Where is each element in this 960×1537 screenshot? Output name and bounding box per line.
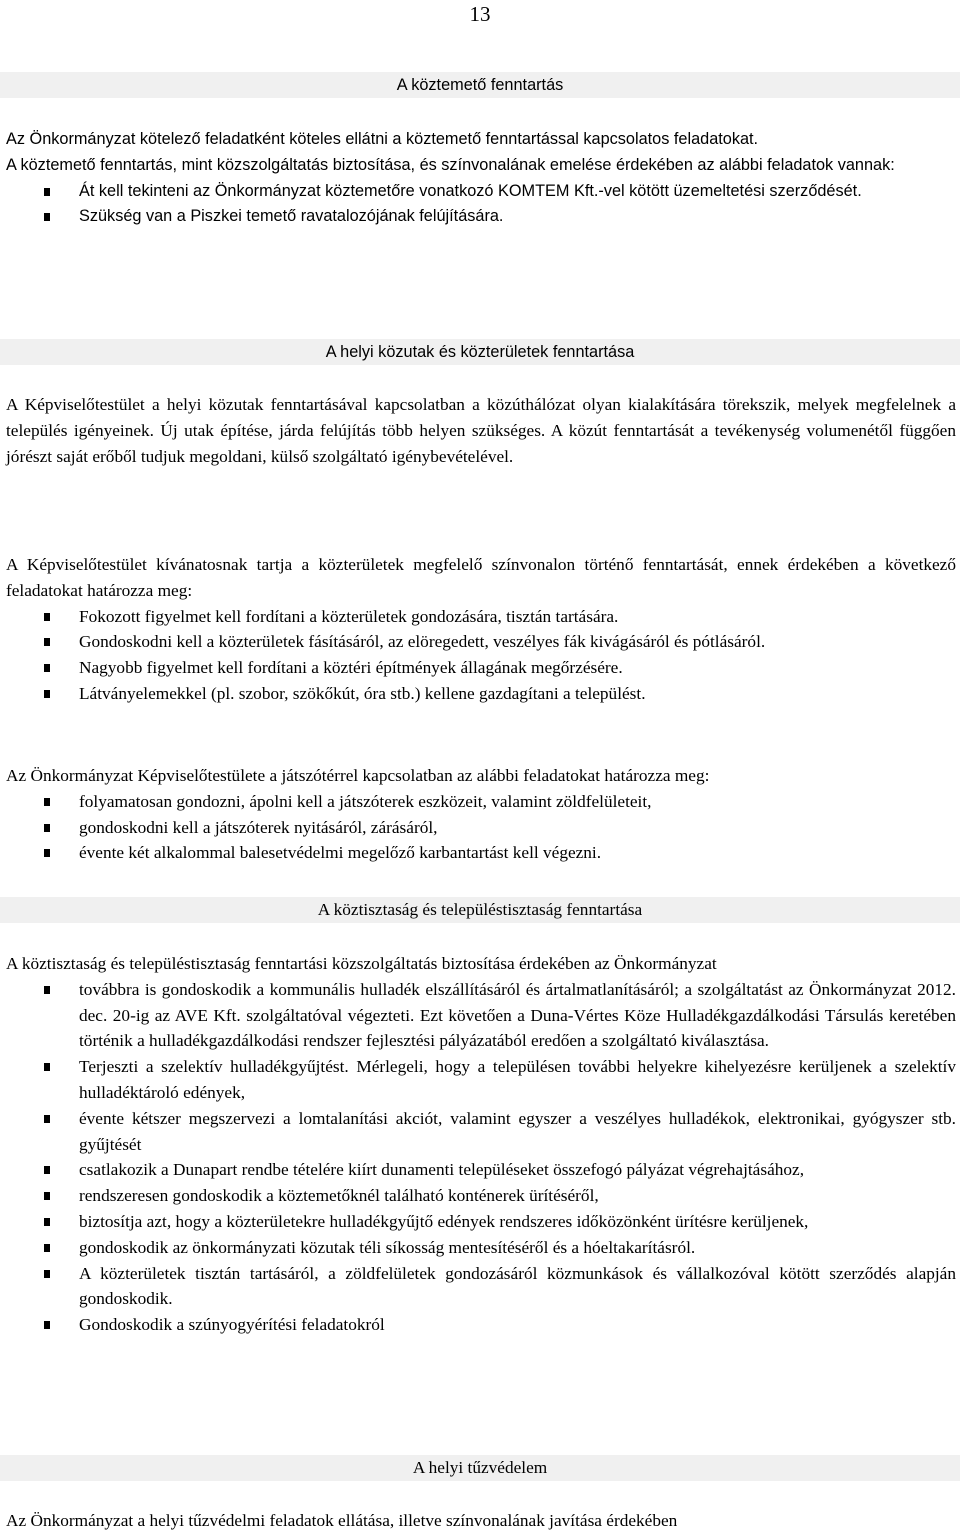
bullet-list	[6, 179, 956, 231]
list-item: biztosítja azt, hogy a közterületekre hulladékgyűjtő edények rendszeres időközönként ürítésre kerüljenek,	[6, 1209, 956, 1235]
list-item: gondoskodik az önkormányzati közutak téli síkosság mentesítéséről és a hóeltakarításról.	[6, 1235, 956, 1261]
list-item: évente két alkalommal balesetvédelmi megelőző karbantartást kell végezni.	[6, 840, 956, 866]
list-item: Szükség van a Piszkei temető ravatalozójának felújítására.	[6, 204, 956, 230]
bullet-list	[6, 604, 956, 707]
section-heading-fire-protection: A helyi tűzvédelem	[0, 1455, 960, 1481]
list-item: folyamatosan gondozni, ápolni kell a játszóterek eszközeit, valamint zöldfelületeit,	[6, 789, 956, 815]
list-item: Nagyobb figyelmet kell fordítani a köztéri építmények állagának megőrzésére.	[6, 655, 956, 681]
list-item: Fokozott figyelmet kell fordítani a közterületek gondozására, tisztán tartására.	[6, 604, 956, 630]
paragraph-roads: A Képviselőtestület a helyi közutak fenntartásával kapcsolatban a közúthálózat olyan kialakítására törekszik, melyek megfelelnek a település igényeinek. Új utak építése, járda felújítás több helyen szükséges. A közút fenntartását a tevékenység volumenétől függően jórészt saját erőből tudjuk megoldani, külső szolgáltató igénybevételével.	[6, 395, 956, 466]
list-item: Látványelemekkel (pl. szobor, szökőkút, óra stb.) kellene gazdagítani a települést.	[6, 681, 956, 707]
paragraph: Az Önkormányzat Képviselőtestülete a játszótérrel kapcsolatban az alábbi feladatokat határozza meg:	[6, 766, 710, 785]
list-item: Gondoskodik a szúnyogyérítési feladatokról	[6, 1312, 956, 1338]
paragraph: Az Önkormányzat kötelező feladatként köteles ellátni a köztemető fenntartással kapcsolatos feladatokat.	[6, 130, 759, 148]
paragraph: A Képviselőtestület kívánatosnak tartja a közterületek megfelelő színvonalon történő fenntartását, ennek érdekében a következő feladatokat határozza meg:	[6, 555, 956, 600]
paragraph: A köztisztaság és településtisztaság fenntartási közszolgáltatás biztosítása érdekében az Önkormányzat	[6, 954, 717, 973]
list-item: csatlakozik a Dunapart rendbe tételére kiírt dunamenti településeket összefogó pályázat végrehajtásához,	[6, 1157, 956, 1183]
list-item: Át kell tekinteni az Önkormányzat köztemetőre vonatkozó KOMTEM Kft.-vel kötött üzemeltetési szerződését.	[6, 179, 956, 205]
section-heading-cemetery: A köztemető fenntartás	[0, 72, 960, 98]
section-roads-body	[6, 552, 956, 707]
list-item: Terjeszti a szelektív hulladékgyűjtést. Mérlegeli, hogy a településen további helyekre kihelyezésre kerüljenek a szelektív hulladéktároló edények,	[6, 1054, 956, 1106]
list-item: gondoskodni kell a játszóterek nyitásáról, zárásáról,	[6, 815, 956, 841]
paragraph: A köztemető fenntartás, mint közszolgáltatás biztosítása, és színvonalának emelése érdekében az alábbi feladatok vannak:	[6, 155, 895, 174]
section-heading-cleanliness: A köztisztaság és településtisztaság fenntartása	[0, 897, 960, 923]
bullet-list	[6, 789, 956, 866]
section-heading-roads: A helyi közutak és közterületek fenntartása	[0, 339, 960, 365]
list-item: Gondoskodni kell a közterületek fásításáról, az elöregedett, veszélyes fák kivágásáról és pótlásáról.	[6, 629, 956, 655]
section-playground-body	[6, 763, 956, 866]
section-cemetery-body	[6, 127, 956, 230]
section-cleanliness-body	[6, 951, 956, 1338]
list-item: A közterületek tisztán tartásáról, a zöldfelületek gondozásáról közmunkások és vállalkozóval kötött szerződés alapján gondoskodik.	[6, 1261, 956, 1313]
list-item: továbbra is gondoskodik a kommunális hulladék elszállításáról és ártalmatlanításáról; a szolgáltatást az Önkormányzat 2012. dec. 20-ig az AVE Kft. szolgáltatóval végezteti. Ezt követően a Duna-Vértes Köze Hulladékgazdálkodási Társulás keretében történik a hulladékgazdálkodási rendszer fejlesztési pályázatából eredően a szolgáltató kiválasztása.	[6, 977, 956, 1054]
list-item: rendszeresen gondoskodik a köztemetőknél található konténerek ürítéséről,	[6, 1183, 956, 1209]
page-number: 13	[469, 2, 491, 26]
bullet-list	[6, 977, 956, 1338]
paragraph-fire-protection: Az Önkormányzat a helyi tűzvédelmi feladatok ellátása, illetve színvonalának javítása érdekében	[6, 1511, 678, 1530]
list-item: évente kétszer megszervezi a lomtalanítási akciót, valamint egyszer a veszélyes hulladékok, elektronikai, gyógyszer stb. gyűjtését	[6, 1106, 956, 1158]
